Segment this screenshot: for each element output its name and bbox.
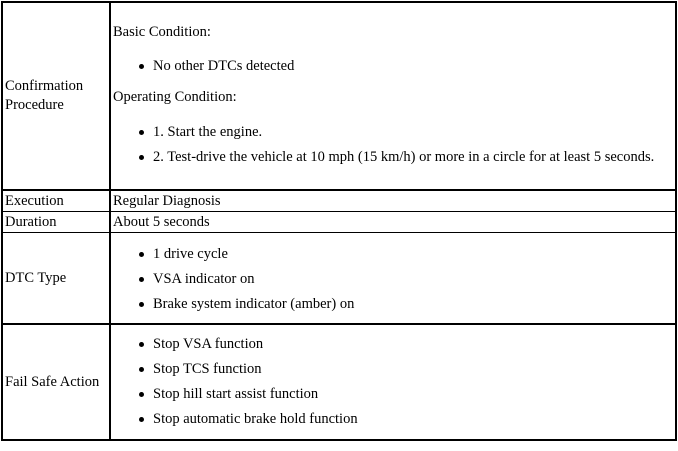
basic-condition-list: [113, 57, 673, 76]
fail-safe-action-label: Fail Safe Action: [2, 324, 110, 440]
bullet-icon: [139, 252, 144, 257]
fail-safe-action-content: [110, 324, 676, 440]
row-duration: [2, 212, 676, 233]
bullet-icon: [139, 342, 144, 347]
row-dtc-type: [2, 233, 676, 325]
bullet-icon: [139, 392, 144, 397]
operating-condition-title: Operating Condition:: [113, 89, 237, 105]
confirmation-procedure-content: [110, 2, 676, 190]
dtc-type-list: [113, 245, 673, 314]
execution-value: Regular Diagnosis: [110, 190, 676, 212]
bullet-icon: [139, 277, 144, 282]
duration-value: About 5 seconds: [110, 212, 676, 233]
operating-condition-list: [113, 123, 673, 167]
list-item: Stop hill start assist function: [139, 385, 673, 404]
fail-safe-action-list: [113, 335, 673, 429]
bullet-icon: [139, 302, 144, 307]
bullet-icon: [139, 130, 144, 135]
execution-label: Execution: [2, 190, 110, 212]
list-item: 1 drive cycle: [139, 245, 673, 264]
row-confirmation-procedure: [2, 2, 676, 190]
row-fail-safe-action: [2, 324, 676, 440]
list-item: Stop VSA function: [139, 335, 673, 354]
bullet-icon: [139, 417, 144, 422]
duration-label: Duration: [2, 212, 110, 233]
list-item: No other DTCs detected: [139, 57, 673, 76]
row-execution: [2, 190, 676, 212]
basic-condition-title: Basic Condition:: [113, 24, 211, 40]
list-item: 2. Test-drive the vehicle at 10 mph (15 km/h) or more in a circle for at least 5 seconds.: [139, 148, 673, 167]
dtc-type-content: [110, 233, 676, 325]
list-item: VSA indicator on: [139, 270, 673, 289]
bullet-icon: [139, 367, 144, 372]
bullet-icon: [139, 155, 144, 160]
list-item: 1. Start the engine.: [139, 123, 673, 142]
bullet-icon: [139, 64, 144, 69]
list-item: Brake system indicator (amber) on: [139, 295, 673, 314]
list-item: Stop TCS function: [139, 360, 673, 379]
dtc-info-table: [1, 1, 677, 441]
dtc-type-label: DTC Type: [2, 233, 110, 325]
confirmation-procedure-label: Confirmation Procedure: [2, 2, 110, 190]
list-item: Stop automatic brake hold function: [139, 410, 673, 429]
